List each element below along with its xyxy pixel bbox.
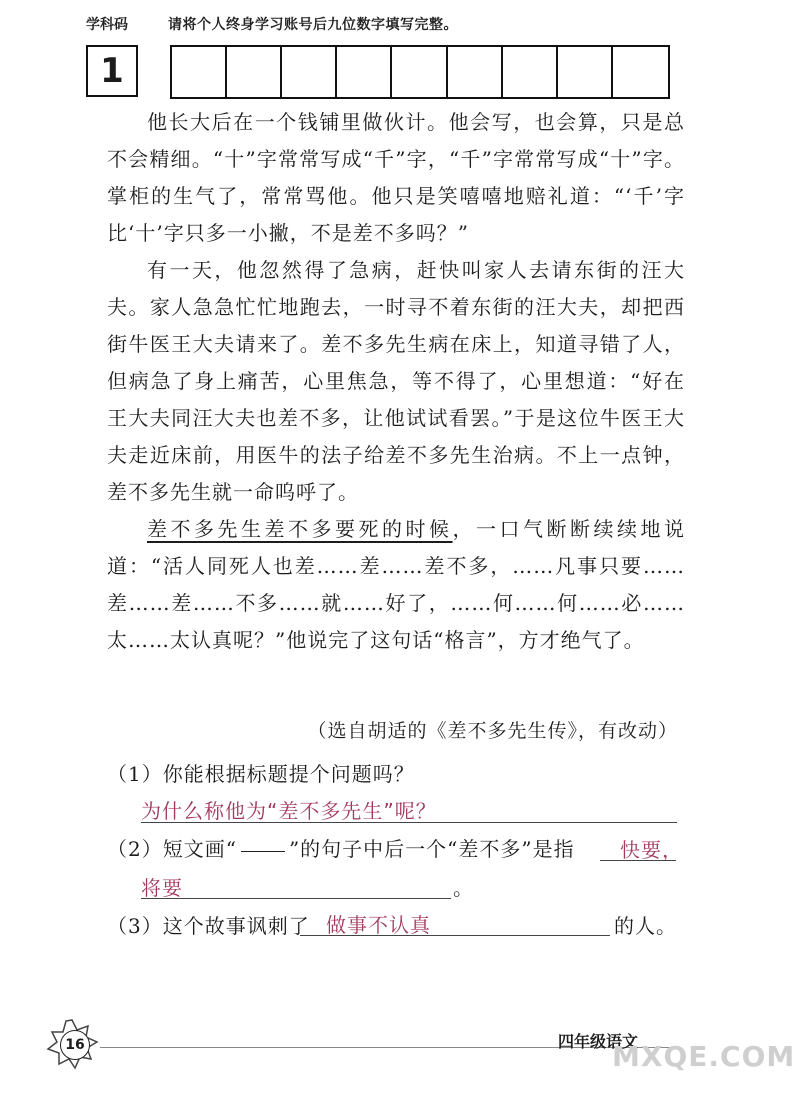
question-3-suffix: 的人。	[614, 914, 677, 938]
underlined-sentence: 差不多先生差不多要死的时候	[147, 517, 453, 541]
digit-box[interactable]	[558, 47, 613, 97]
account-digit-boxes	[170, 45, 670, 99]
digit-box[interactable]	[392, 47, 447, 97]
digit-box[interactable]	[448, 47, 503, 97]
question-1-answer-line[interactable]	[141, 822, 677, 823]
subject-code-box: 1	[86, 45, 138, 97]
digit-box[interactable]	[613, 47, 668, 97]
question-3-prefix: （3）这个故事讽刺了	[107, 914, 310, 938]
subject-code-label: 学科码	[86, 17, 128, 33]
question-2-end: 。	[453, 876, 474, 900]
question-2-mid: ”的句子中后一个“差不多”是指	[288, 837, 575, 861]
question-2-answer-line-1[interactable]	[600, 860, 676, 861]
underline-marker	[241, 851, 285, 852]
question-3-answer: 做事不认真	[326, 913, 431, 937]
reading-passage	[107, 104, 685, 659]
account-instruction: 请将个人终身学习账号后九位数字填写完整。	[168, 17, 458, 33]
page-number: 16	[60, 1030, 90, 1060]
digit-box[interactable]	[282, 47, 337, 97]
question-2-answer-part-2: 将要	[141, 876, 183, 900]
digit-box[interactable]	[227, 47, 282, 97]
paragraph-1: 他长大后在一个钱铺里做伙计。他会写，也会算，只是总不会精细。“十”字常常写成“千”字，“千”字常常写成“十”字。掌柜的生气了，常常骂他。他只是笑嘻嘻地赔礼道：“‘千’字比‘十’字只多一小撇，不是差不多吗？”	[107, 110, 685, 245]
question-1-answer: 为什么称他为“差不多先生”呢？	[141, 799, 437, 823]
watermark-text: MXQE.COM	[612, 1040, 795, 1073]
question-2-prefix: （2）短文画“	[107, 837, 237, 861]
question-2-answer-part-1: 快要，	[620, 838, 683, 862]
question-1: （1）你能根据标题提个问题吗？	[107, 762, 415, 786]
paragraph-3-text: ，一口气断断续续地说道：“活人同死人也差……差……差不多，……凡事只要……差……差……不多……就……好了，……何……何……必……太……太认真呢？”他说完了这句话“格言”，方才绝气了。	[107, 517, 685, 652]
paragraph-2: 有一天，他忽然得了急病，赶快叫家人去请东街的汪大夫。家人急急忙忙地跑去，一时寻不着东街的汪大夫，却把西街牛医王大夫请来了。差不多先生病在床上，知道寻错了人，但病急了身上痛苦，心里焦急，等不得了，心里想道：“好在王大夫同汪大夫也差不多，让他试试看罢。”于是这位牛医王大夫走近床前，用医牛的法子给差不多先生治病。不上一点钟，差不多先生就一命呜呼了。	[107, 258, 685, 504]
question-2-answer-line-2[interactable]	[141, 898, 451, 899]
question-3-answer-line[interactable]	[300, 935, 610, 936]
book-title: 四年级语文	[558, 1032, 639, 1051]
question-2	[107, 833, 575, 862]
paragraph-3	[107, 511, 685, 659]
passage-source: （选自胡适的《差不多先生传》，有改动）	[307, 720, 678, 742]
digit-box[interactable]	[337, 47, 392, 97]
digit-box[interactable]	[172, 47, 227, 97]
digit-box[interactable]	[503, 47, 558, 97]
